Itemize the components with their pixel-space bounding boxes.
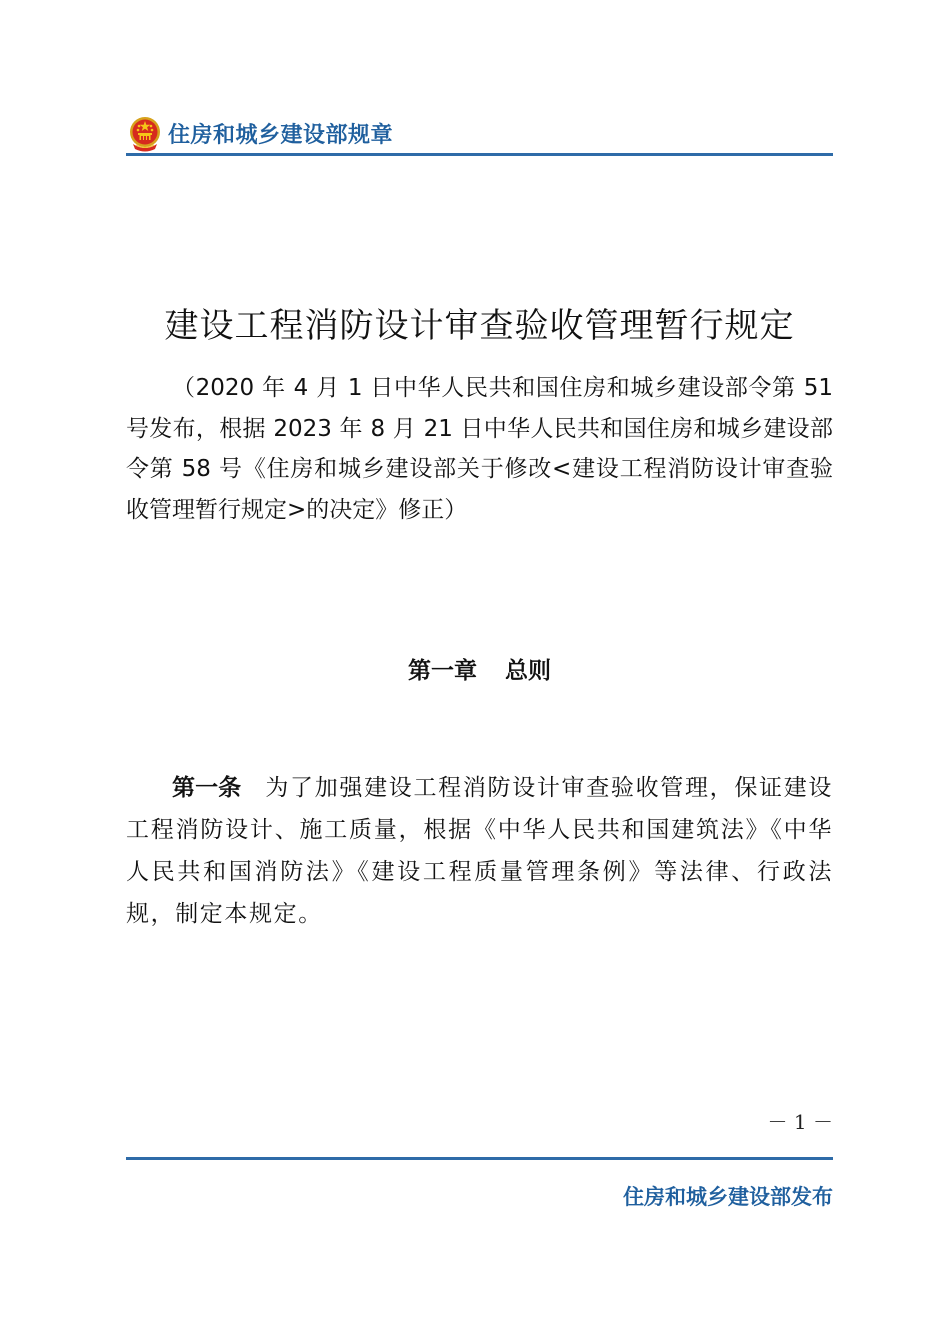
page-number: － 1 － xyxy=(767,1110,833,1134)
national-emblem-icon xyxy=(128,116,162,152)
header-divider xyxy=(126,153,833,156)
article-number: 第一条 xyxy=(172,775,242,801)
chapter-name: 总则 xyxy=(505,658,551,684)
document-title: 建设工程消防设计审查验收管理暂行规定 xyxy=(164,306,795,346)
footer-divider xyxy=(126,1157,833,1160)
article-text: 为了加强建设工程消防设计审查验收管理，保证建设工程消防设计、施工质量，根据《中华人民共和国建筑法》《中华人民共和国消防法》《建设工程质量管理条例》等法律、行政法规，制定本规定。 xyxy=(126,775,834,927)
revision-note: （2020 年 4 月 1 日中华人民共和国住房和城乡建设部令第 51 号发布，根据 2023 年 8 月 21 日中华人民共和国住房和城乡建设部令第 58 号《住房和城乡建设部关于修改<建设工程消防设计审查验收管理暂行规定>的决定》修正） xyxy=(126,375,833,523)
footer-publisher: 住房和城乡建设部发布 xyxy=(623,1185,833,1209)
chapter-number: 第一章 xyxy=(408,658,477,684)
header-title: 住房和城乡建设部规章 xyxy=(168,123,394,148)
chapter-heading xyxy=(126,652,833,685)
article-paragraph xyxy=(126,767,833,935)
